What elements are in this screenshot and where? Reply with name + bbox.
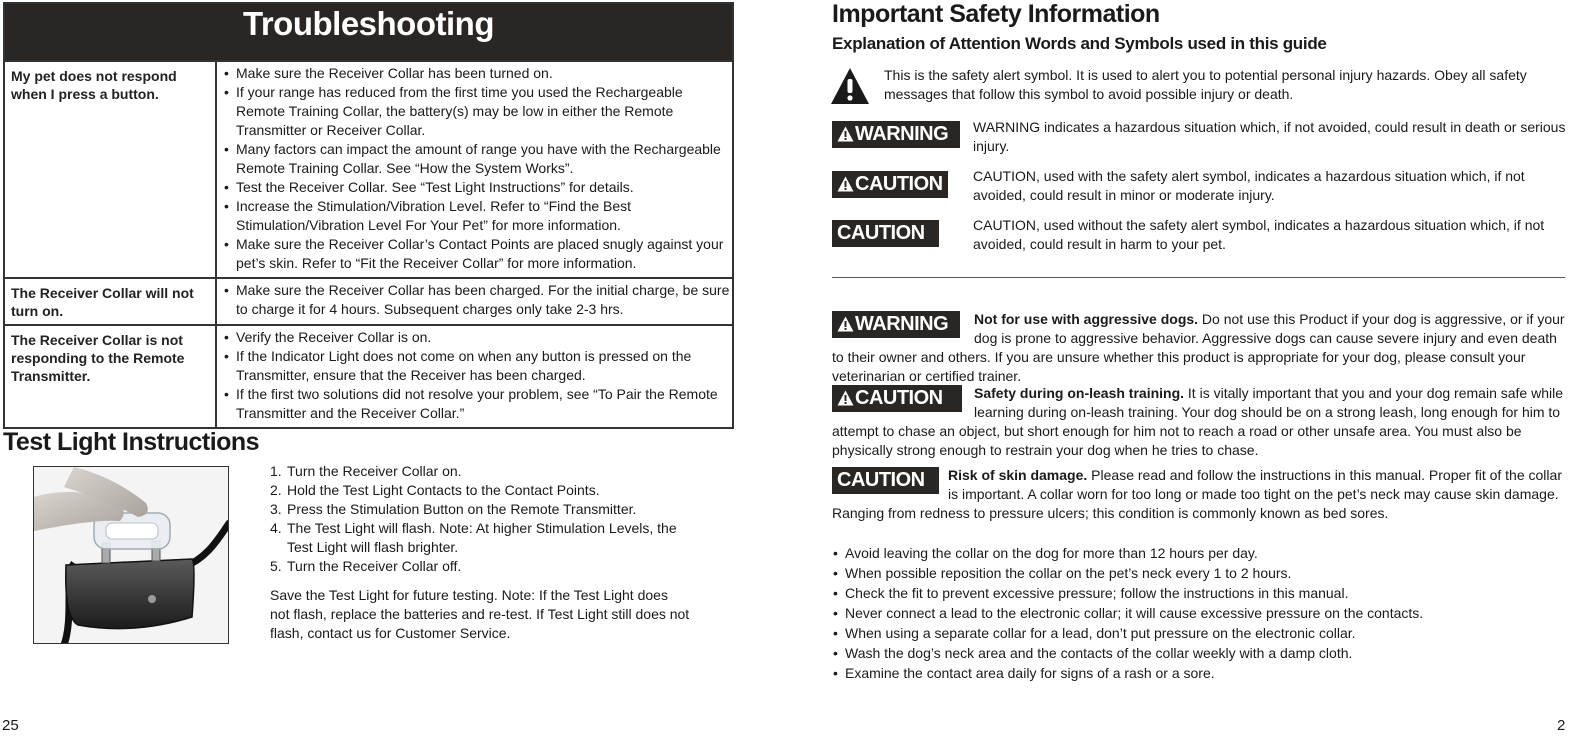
warning-badge xyxy=(832,311,960,338)
warning-triangle-icon xyxy=(837,316,854,332)
hazard-lead: Risk of skin damage. xyxy=(948,467,1088,483)
left-page xyxy=(0,0,745,744)
troubleshooting-title: Troubleshooting xyxy=(4,3,733,61)
warning-definition: WARNING indicates a hazardous situation which, if not avoided, could result in death or serious injury. xyxy=(973,119,1566,154)
solution-cell xyxy=(216,278,733,325)
test-light-title: Test Light Instructions xyxy=(3,428,260,456)
step-number: 2. xyxy=(270,482,282,498)
caution-badge xyxy=(832,385,962,412)
hazard-aggressive-dogs xyxy=(832,310,1567,386)
list-item: • Check the fit to prevent excessive pressure; follow the instructions in this manual. xyxy=(832,583,1567,603)
solution-cell xyxy=(216,61,733,278)
test-light-photo-icon xyxy=(33,466,229,644)
list-item: • Wash the dog’s neck area and the contacts of the collar weekly with a damp cloth. xyxy=(832,643,1567,663)
warning-triangle-icon xyxy=(837,126,854,142)
warning-triangle-icon xyxy=(837,390,854,406)
list-item: • Make sure the Receiver Collar’s Contact Points are placed snugly against your pet’s skin. Refer to “Fit the Receiver Collar” for more information. xyxy=(223,235,732,273)
list-item xyxy=(270,519,687,557)
step-text: The Test Light will flash. Note: At higher Stimulation Levels, the Test Light will flash brighter. xyxy=(287,520,677,555)
step-number: 1. xyxy=(270,463,282,479)
table-row xyxy=(4,278,733,325)
step-number: 5. xyxy=(270,558,282,574)
list-item: • When using a separate collar for a lead, don’t put pressure on the electronic collar. xyxy=(832,623,1567,643)
caution-badge-no-symbol xyxy=(832,467,939,494)
list-item: • Verify the Receiver Collar is on. xyxy=(223,328,732,347)
badge-label: CAUTION xyxy=(837,222,925,244)
collar-care-list xyxy=(832,543,1567,683)
caution-badge-no-symbol xyxy=(832,220,939,247)
warning-triangle-icon xyxy=(837,176,854,192)
list-item: • Make sure the Receiver Collar has been charged. For the initial charge, be sure to charge it for 4 hours. Subsequent charges only take 2-3 hrs. xyxy=(223,281,732,319)
step-text: Hold the Test Light Contacts to the Contact Points. xyxy=(287,482,600,498)
test-light-steps xyxy=(270,462,730,576)
hazard-on-leash-training xyxy=(832,384,1567,460)
step-text: Press the Stimulation Button on the Remote Transmitter. xyxy=(287,501,637,517)
test-light-note: Save the Test Light for future testing. Note: If the Test Light does not flash, replace the batteries and re-test. If Test Light still does not flash, contact us for Customer Service. xyxy=(270,587,690,641)
alert-symbol-description: This is the safety alert symbol. It is used to alert you to potential personal injury hazards. Obey all safety messages that follow this symbol to avoid possible injury or death. xyxy=(884,67,1527,102)
solution-cell xyxy=(216,325,733,428)
badge-label: CAUTION xyxy=(855,387,943,409)
safety-alert-icon xyxy=(830,66,870,106)
list-item: • Increase the Stimulation/Vibration Level. Refer to “Find the Best Stimulation/Vibration Level For Your Pet” for more information. xyxy=(223,197,732,235)
page-number: 2 xyxy=(1557,717,1566,734)
badge-label: CAUTION xyxy=(837,469,925,491)
step-text: Turn the Receiver Collar off. xyxy=(287,558,462,574)
list-item xyxy=(270,462,730,481)
badge-label: WARNING xyxy=(855,313,949,335)
list-item: • If your range has reduced from the first time you used the Rechargeable Remote Training Collar, the battery(s) may be low in either the Remote Transmitter or Receiver Collar. xyxy=(223,83,732,140)
badge-label: WARNING xyxy=(855,123,949,145)
problem-cell: The Receiver Collar will not turn on. xyxy=(4,278,216,325)
troubleshooting-table xyxy=(3,2,734,429)
hazard-skin-damage xyxy=(832,466,1567,523)
caution-definition: CAUTION, used with the safety alert symbol, indicates a hazardous situation which, if not avoided, could result in minor or moderate injury. xyxy=(973,168,1525,203)
caution-pet-definition: CAUTION, used without the safety alert symbol, indicates a hazardous situation which, if not avoided, could result in harm to your pet. xyxy=(973,217,1545,252)
hazard-text: Please read and follow the instructions in this manual. Proper fit of the collar is important. A collar worn for too long or made too tight on the pet’s neck may cause skin damage. Ranging from redness to pressure ulcers; this condition is commonly known as bed sores. xyxy=(832,467,1562,521)
hazard-text: It is vitally important that you and your dog remain safe while learning during on-leash training. Your dog should be on a strong leash, long enough for him to attempt to chase an object, but short enough for him not to reach a road or other unsafe area. You must also be physically strong enough to restrain your dog when he tries to chase. xyxy=(832,385,1563,458)
page-subtitle: Explanation of Attention Words and Symbols used in this guide xyxy=(832,34,1327,53)
list-item xyxy=(270,500,730,519)
list-item: • Make sure the Receiver Collar has been turned on. xyxy=(223,64,732,83)
list-item: • Test the Receiver Collar. See “Test Light Instructions” for details. xyxy=(223,178,732,197)
table-row xyxy=(4,61,733,278)
list-item: • Avoid leaving the collar on the dog for more than 12 hours per day. xyxy=(832,543,1567,563)
page-title: Important Safety Information xyxy=(832,0,1160,28)
list-item: • Examine the contact area daily for signs of a rash or a sore. xyxy=(832,663,1567,683)
badge-label: CAUTION xyxy=(855,173,943,195)
test-light-illustration xyxy=(34,467,229,644)
step-number: 4. xyxy=(270,520,282,536)
list-item: • When possible reposition the collar on the pet’s neck every 1 to 2 hours. xyxy=(832,563,1567,583)
warning-badge xyxy=(832,121,960,148)
problem-cell: My pet does not respond when I press a button. xyxy=(4,61,216,278)
list-item xyxy=(270,481,730,500)
problem-cell: The Receiver Collar is not responding to the Remote Transmitter. xyxy=(4,325,216,428)
step-number: 3. xyxy=(270,501,282,517)
section-divider xyxy=(832,277,1565,278)
list-item xyxy=(270,557,730,576)
hazard-lead: Not for use with aggressive dogs. xyxy=(974,311,1199,327)
page-number: 25 xyxy=(2,717,19,734)
list-item: • If the first two solutions did not resolve your problem, see “To Pair the Remote Transmitter and the Receiver Collar.” xyxy=(223,385,732,423)
list-item: • Many factors can impact the amount of range you have with the Rechargeable Remote Training Collar. See “How the System Works”. xyxy=(223,140,732,178)
table-row xyxy=(4,325,733,428)
right-page xyxy=(832,0,1588,744)
step-text: Turn the Receiver Collar on. xyxy=(287,463,462,479)
hazard-lead: Safety during on-leash training. xyxy=(974,385,1185,401)
hazard-text: Do not use this Product if your dog is aggressive, or if your dog is prone to aggressive behavior. Aggressive dogs can cause severe injury and even death to their owner and others. If you are unsure whether this product is appropriate for your dog, please consult your veterinarian or certified trainer. xyxy=(832,311,1565,384)
list-item: • Never connect a lead to the electronic collar; it will cause excessive pressure on the contacts. xyxy=(832,603,1567,623)
caution-badge xyxy=(832,171,948,198)
list-item: • If the Indicator Light does not come on when any button is pressed on the Transmitter, ensure that the Receiver has been charged. xyxy=(223,347,732,385)
